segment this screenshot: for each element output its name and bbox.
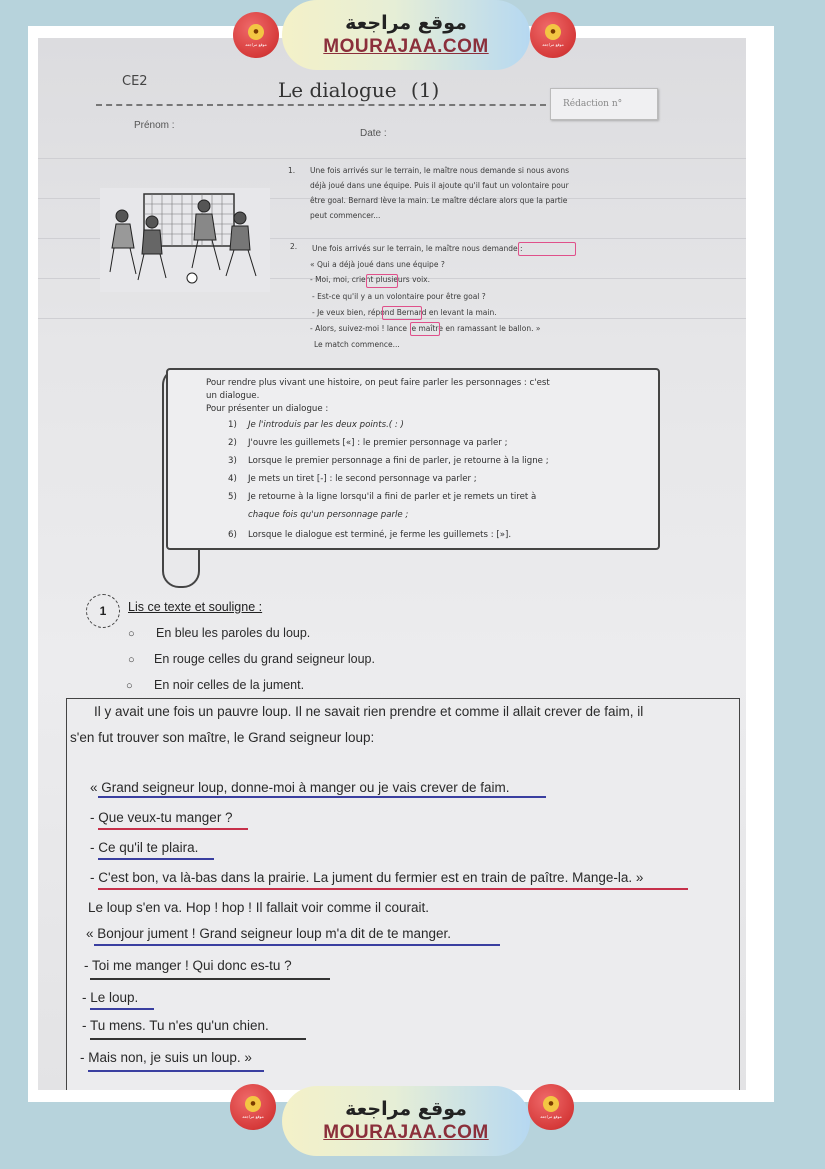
worksheet-title xyxy=(278,78,439,102)
story-line: - Le loup. xyxy=(82,990,139,1005)
item2-line: - Est-ce qu'il y a un volontaire pour être goal ? xyxy=(312,292,486,301)
site-badge-right-bottom xyxy=(528,1084,574,1130)
badge-label: موقع مراجعة xyxy=(242,1113,264,1119)
title-number: (1) xyxy=(410,78,440,102)
exercise-instruction: Lis ce texte et souligne : xyxy=(128,600,263,614)
story-line: - Mais non, je suis un loup. » xyxy=(80,1050,252,1065)
highlight-lance xyxy=(410,322,440,336)
site-latin-title[interactable]: MOURAJAA.COM xyxy=(323,1122,489,1143)
site-badge-right-top xyxy=(530,12,576,58)
underline-blue xyxy=(88,1070,264,1072)
site-banner-top[interactable] xyxy=(282,0,530,70)
football-players-drawing xyxy=(100,188,270,292)
site-arabic-title: موقع مراجعة xyxy=(345,12,467,34)
rule-number: 4) xyxy=(228,474,237,484)
radio-bullet: ○ xyxy=(128,654,135,666)
underline-blue xyxy=(98,796,546,798)
rule-number: 2) xyxy=(228,438,237,448)
story-line: s'en fut trouver son maître, le Grand seigneur loup: xyxy=(70,730,375,745)
story-line: - Toi me manger ! Qui donc es-tu ? xyxy=(84,958,292,973)
rule-text: Je mets un tiret [-] : le second personnage va parler ; xyxy=(248,474,477,484)
underline-red xyxy=(98,888,688,890)
underline-black xyxy=(90,978,330,980)
date-label: Date : xyxy=(360,128,387,139)
item2-line: - Alors, suivez-moi ! lance le maître en ramassant le ballon. » xyxy=(310,324,541,333)
item1-line: Une fois arrivés sur le terrain, le maître nous demande si nous avons xyxy=(310,166,570,175)
rule-text: Je retourne à la ligne lorsqu'il a fini de parler et je remets un tiret à xyxy=(248,492,537,502)
rule-number: 1) xyxy=(228,420,237,430)
story-line: « Bonjour jument ! Grand seigneur loup m'a dit de te manger. xyxy=(86,926,452,941)
underline-black xyxy=(90,1038,306,1040)
item2-line: - Moi, moi, crient plusieurs voix. xyxy=(310,275,430,284)
exercise-option: En noir celles de la jument. xyxy=(154,678,305,692)
item2-line: - Je veux bien, répond Bernard en levant la main. xyxy=(312,308,497,317)
rule-number: 3) xyxy=(228,456,237,466)
radio-bullet: ○ xyxy=(126,680,133,692)
item1-line: déjà joué dans une équipe. Puis il ajoute qu'il faut un volontaire pour xyxy=(310,181,569,190)
item2-line: « Qui a déjà joué dans une équipe ? xyxy=(310,260,445,269)
badge-logo-icon: ● xyxy=(545,24,561,40)
story-line: - C'est bon, va là-bas dans la prairie. La jument du fermier est en train de paître. Mange-la. » xyxy=(90,870,644,885)
badge-logo-icon: ● xyxy=(245,1096,261,1112)
prenom-label: Prénom : xyxy=(134,120,175,131)
exercise-number: 1 xyxy=(99,604,107,618)
rule-text: J'ouvre les guillemets [«] : le premier personnage va parler ; xyxy=(248,438,508,448)
title-text: Le dialogue xyxy=(278,78,397,102)
highlight-repond xyxy=(382,306,422,320)
badge-logo-icon: ● xyxy=(543,1096,559,1112)
rule-text: Je l'introduis par les deux points.( : ) xyxy=(248,420,404,430)
item2-line: Le match commence... xyxy=(314,340,400,349)
header-dashed-line xyxy=(96,104,546,106)
item1-line: peut commencer... xyxy=(310,211,381,220)
item2-line: Une fois arrivés sur le terrain, le maître nous demande : xyxy=(312,244,523,253)
rule-text: Lorsque le dialogue est terminé, je ferme les guillemets : [»]. xyxy=(248,530,512,540)
rule-number: 6) xyxy=(228,530,237,540)
worksheet-photo xyxy=(38,38,746,1090)
rule-intro: Pour rendre plus vivant une histoire, on peut faire parler les personnages : c'est xyxy=(206,378,550,388)
exercise-option: En bleu les paroles du loup. xyxy=(156,626,311,640)
site-banner-bottom[interactable] xyxy=(282,1086,530,1156)
rule-text: chaque fois qu'un personnage parle ; xyxy=(248,510,409,520)
story-line: - Ce qu'il te plaira. xyxy=(90,840,199,855)
story-line: - Que veux-tu manger ? xyxy=(90,810,233,825)
badge-label: موقع مراجعة xyxy=(540,1113,562,1119)
rule-number: 5) xyxy=(228,492,237,502)
story-line: Il y avait une fois un pauvre loup. Il ne savait rien prendre et comme il allait crever de faim, il xyxy=(94,704,644,719)
rule-text: Lorsque le premier personnage a fini de parler, je retourne à la ligne ; xyxy=(248,456,549,466)
underline-red xyxy=(98,828,248,830)
highlight-demande xyxy=(518,242,576,256)
story-line: - Tu mens. Tu n'es qu'un chien. xyxy=(82,1018,269,1033)
rule-intro: un dialogue. xyxy=(206,391,260,401)
redaction-stamp: Rédaction n° xyxy=(550,88,658,120)
badge-logo-icon: ● xyxy=(248,24,264,40)
football-illustration xyxy=(100,188,270,292)
level-label: CE2 xyxy=(122,74,148,89)
radio-bullet: ○ xyxy=(128,628,135,640)
underline-blue xyxy=(90,1008,154,1010)
story-line: « Grand seigneur loup, donne-moi à manger ou je vais crever de faim. xyxy=(90,780,510,795)
site-badge-left-bottom xyxy=(230,1084,276,1130)
item1-line: être goal. Bernard lève la main. Le maître déclare alors que la partie xyxy=(310,196,568,205)
site-badge-left-top xyxy=(233,12,279,58)
rule-intro: Pour présenter un dialogue : xyxy=(206,404,329,414)
rules-scroll xyxy=(166,368,660,550)
exercise-number-circle xyxy=(86,594,120,628)
site-latin-title[interactable]: MOURAJAA.COM xyxy=(323,36,489,57)
item2-number: 2. xyxy=(290,242,298,251)
item1-number: 1. xyxy=(288,166,296,175)
underline-blue xyxy=(98,858,214,860)
highlight-crient xyxy=(366,274,398,288)
exercise-option: En rouge celles du grand seigneur loup. xyxy=(154,652,375,666)
story-line: Le loup s'en va. Hop ! hop ! Il fallait voir comme il courait. xyxy=(88,900,429,915)
badge-label: موقع مراجعة xyxy=(245,41,267,47)
badge-label: موقع مراجعة xyxy=(542,41,564,47)
underline-blue xyxy=(94,944,500,946)
site-arabic-title: موقع مراجعة xyxy=(345,1098,467,1120)
